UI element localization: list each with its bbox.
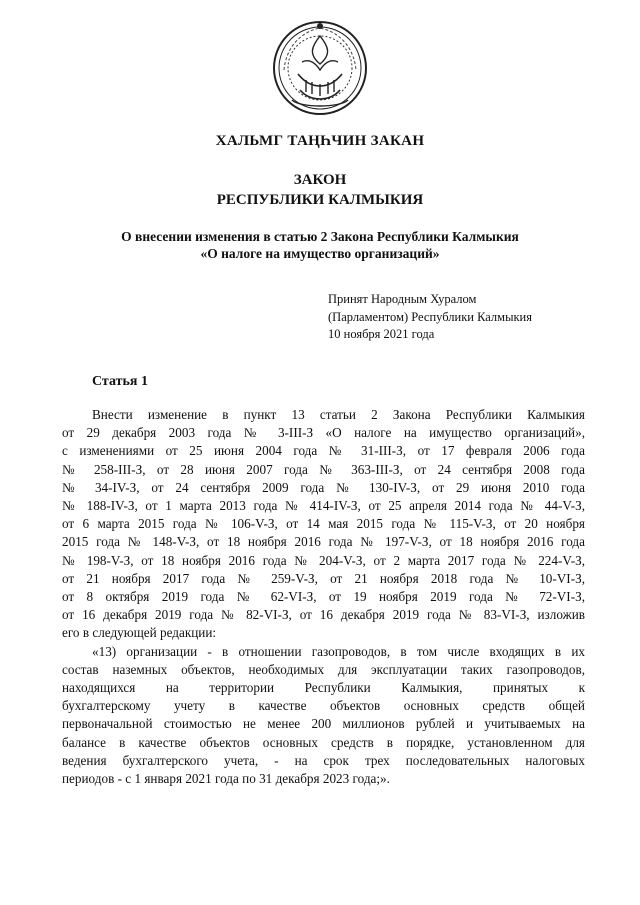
- article-body: [62, 406, 585, 788]
- paragraph-line: № 188-IV-З, от 1 марта 2013 года № 414-IV-З, от 25 апреля 2014 года № 44-V-З,: [62, 498, 585, 514]
- kalmyk-law-title: ХАЛЬМГ ТАҢҺЧИН ЗАКАН: [215, 133, 425, 149]
- quote-line: периодов - с 1 января 2021 года по 31 декабря 2023 года;».: [62, 771, 390, 787]
- adoption-line-1: Принят Народным Хуралом: [328, 292, 477, 306]
- republic-label: РЕСПУБЛИКИ КАЛМЫКИЯ: [216, 192, 424, 208]
- law-title: [0, 170, 640, 210]
- paragraph-line: № 258-III-З, от 28 июня 2007 года № 363-III-З, от 24 сентября 2008 года: [62, 461, 585, 477]
- paragraph-line: Внести изменение в пункт 13 статьи 2 Закона Республики Калмыкия: [92, 407, 585, 422]
- quote-line: ведения бухгалтерского учета, - на срок трех последовательных налоговых: [62, 752, 585, 768]
- quote-line: бухгалтерскому учету в качестве объектов основных средств общей: [62, 698, 585, 714]
- paragraph-line: № 198-V-З, от 18 ноября 2016 года № 204-V-З, от 2 марта 2017 года № 224-V-З,: [62, 552, 585, 568]
- paragraph-line: № 34-IV-З, от 24 сентября 2009 года № 130-IV-З, от 29 июня 2010 года: [62, 479, 585, 495]
- quote-line: первоначальной стоимостью не менее 200 миллионов рублей и учитываемых на: [62, 716, 585, 732]
- paragraph-line: его в следующей редакции:: [62, 625, 217, 641]
- quote-line: находящихся на территории Республики Калмыкия, принятых к: [62, 680, 585, 696]
- law-subject: [0, 228, 640, 262]
- adoption-date: 10 ноября 2021 года: [328, 327, 435, 341]
- paragraph-line: от 16 декабря 2019 года № 82-VI-З, от 16 декабря 2019 года № 83-VI-З, изложив: [62, 607, 585, 623]
- quote-line: состав наземных объектов, необходимых для эксплуатации таких газопроводов,: [62, 661, 585, 677]
- paragraph-line: 2015 года № 148-V-З, от 18 ноября 2016 года № 197-V-З, от 18 ноября 2016 года: [62, 534, 585, 550]
- quote-line: «13) организации - в отношении газопроводов, в том числе входящих в их: [92, 643, 585, 659]
- paragraph-line: от 21 ноября 2017 года № 259-V-З, от 21 ноября 2018 года № 10-VI-З,: [62, 570, 585, 586]
- adoption-line-2: (Парламентом) Республики Калмыкия: [328, 309, 532, 324]
- adoption-note: [328, 291, 532, 344]
- quoted-new-wording: [62, 643, 585, 789]
- paragraph-line: от 29 декабря 2003 года № 3-III-З «О налоге на имущество организаций»,: [62, 425, 585, 441]
- law-label: ЗАКОН: [293, 172, 347, 188]
- subject-line-1: О внесении изменения в статью 2 Закона Республики Калмыкия: [121, 229, 519, 244]
- republic-of-kalmykia-emblem-icon: [270, 18, 370, 118]
- paragraph-line: с изменениями от 25 июня 2004 года № 31-III-З, от 17 февраля 2006 года: [62, 443, 585, 459]
- paragraph-line: от 6 марта 2015 года № 106-V-З, от 14 мая 2015 года № 115-V-З, от 20 ноября: [62, 516, 585, 532]
- subject-line-2: «О налоге на имущество организаций»: [200, 246, 440, 261]
- paragraph-line: от 8 октября 2019 года № 62-VI-З, от 19 ноября 2019 года № 72-VI-З,: [62, 589, 585, 605]
- article-paragraph: [62, 406, 585, 643]
- quote-line: балансе в качестве объектов основных средств в порядке, установленном для: [62, 734, 585, 750]
- article-heading: Статья 1: [92, 374, 148, 389]
